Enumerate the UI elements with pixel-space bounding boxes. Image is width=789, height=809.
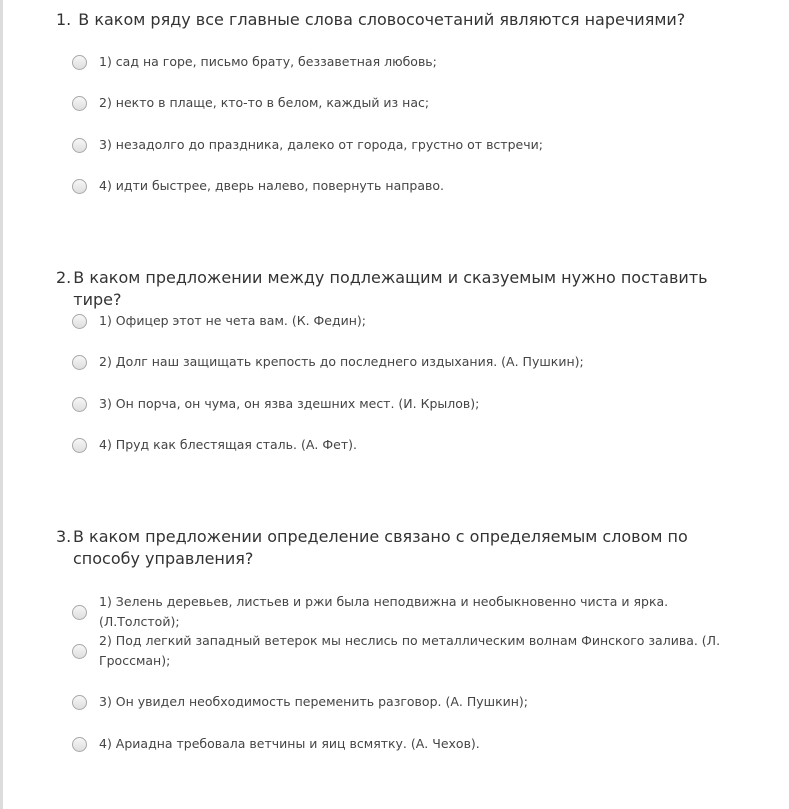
answer-label[interactable]: 1) Зелень деревьев, листьев и ржи была неподвижна и необыкновенно чиста и ярка. (Л.Толстой); — [99, 594, 669, 629]
answer-label[interactable]: 3) незадолго до праздника, далеко от города, грустно от встречи; — [99, 137, 543, 152]
answer-option[interactable] — [72, 734, 752, 754]
answer-label[interactable]: 4) Ариадна требовала ветчины и яиц всмятку. (А. Чехов). — [99, 736, 480, 751]
radio-button[interactable] — [72, 355, 87, 370]
answer-option[interactable] — [72, 93, 752, 113]
answer-label[interactable]: 4) идти быстрее, дверь налево, повернуть направо. — [99, 178, 444, 193]
answer-option[interactable] — [72, 692, 752, 712]
answer-label[interactable]: 3) Он увидел необходимость переменить разговор. (А. Пушкин); — [99, 694, 528, 709]
answer-option[interactable] — [72, 135, 752, 155]
radio-button[interactable] — [72, 55, 87, 70]
question-3 — [56, 526, 756, 570]
radio-button[interactable] — [72, 438, 87, 453]
answer-option[interactable] — [72, 352, 752, 372]
answer-option[interactable] — [72, 311, 752, 331]
radio-button[interactable] — [72, 644, 87, 659]
question-text: В каком ряду все главные слова словосочетаний являются наречиями? — [78, 10, 686, 29]
question-number: 1. — [56, 10, 72, 29]
question-title — [56, 526, 756, 570]
question-number: 2. — [56, 268, 72, 287]
answer-label[interactable]: 4) Пруд как блестящая сталь. (А. Фет). — [99, 437, 357, 452]
radio-button[interactable] — [72, 179, 87, 194]
question-text: В каком предложении определение связано с определяемым словом по способу управления? — [72, 527, 688, 568]
radio-button[interactable] — [72, 605, 87, 620]
radio-button[interactable] — [72, 96, 87, 111]
radio-button[interactable] — [72, 138, 87, 153]
answer-option[interactable] — [72, 631, 752, 671]
radio-button[interactable] — [72, 737, 87, 752]
radio-button[interactable] — [72, 695, 87, 710]
answer-label[interactable]: 1) Офицер этот не чета вам. (К. Федин); — [99, 313, 367, 328]
answer-option[interactable] — [72, 52, 752, 72]
answer-label[interactable]: 1) сад на горе, письмо брату, беззаветная любовь; — [99, 54, 437, 69]
answer-option[interactable] — [72, 592, 752, 632]
radio-button[interactable] — [72, 397, 87, 412]
question-text: В каком предложении между подлежащим и сказуемым нужно поставить тире? — [73, 268, 708, 309]
answer-option[interactable] — [72, 435, 752, 455]
question-2 — [56, 267, 756, 311]
page-left-border — [0, 0, 3, 809]
question-title — [56, 9, 756, 31]
answer-label[interactable]: 3) Он порча, он чума, он язва здешних мест. (И. Крылов); — [99, 396, 480, 411]
answer-label[interactable]: 2) Долг наш защищать крепость до последнего издыхания. (А. Пушкин); — [99, 354, 584, 369]
answer-label[interactable]: 2) Под легкий западный ветерок мы неслись по металлическим волнам Финского залива. (Л. Гроссман); — [99, 633, 721, 668]
question-title — [56, 267, 756, 311]
answer-label[interactable]: 2) некто в плаще, кто-то в белом, каждый из нас; — [99, 95, 430, 110]
question-1 — [56, 9, 756, 31]
answer-option[interactable] — [72, 176, 752, 196]
answer-option[interactable] — [72, 394, 752, 414]
radio-button[interactable] — [72, 314, 87, 329]
question-number: 3. — [56, 527, 72, 546]
